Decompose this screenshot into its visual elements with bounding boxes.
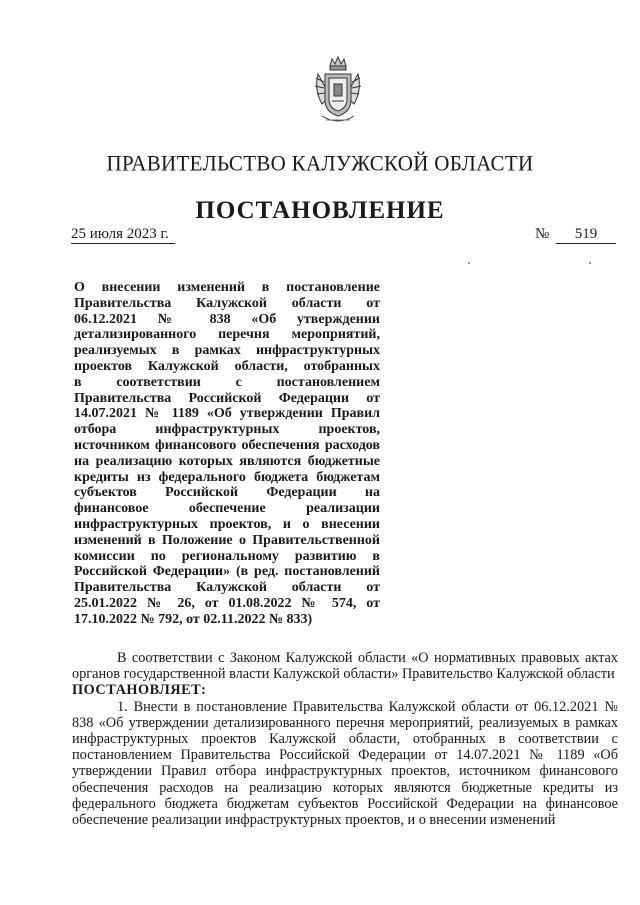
decree-date: 25 июля 2023 г. — [71, 226, 175, 244]
subject-line: реализуемых в рамках инфраструктурных — [74, 343, 380, 359]
subject-line: инфраструктурных проектов, и о внесении — [74, 516, 380, 532]
subject-line: 14.07.2021 № 1189 «Об утверждении Правил — [74, 406, 380, 422]
coat-of-arms-emblem — [312, 56, 364, 128]
subject-line: детализированного перечня мероприятий, — [74, 327, 380, 343]
scan-speck — [589, 262, 591, 264]
subject-line: изменений в Положение о Правительственной — [74, 532, 380, 548]
item-1-paragraph: 1. Внести в постановление Правительства Калужской области от 06.12.2021 № 838 «Об утверждении детализированного перечня мероприятий, реализуемых в рамках инфраструктурных проектов Калужской области, отобранных в соответствии с постановлением Правительства Российской Федерации от 14.07.2021 № 1189 «Об утверждении Правил отбора инфраструктурных проектов, источником финансового обеспечения расходов на реализацию которых являются бюджетные кредиты из федерального бюджета бюджетам субъектов Российской Федерации на финансовое обеспечение реализации инфраструктурных проектов, и о внесении изменений — [72, 698, 618, 829]
government-name: ПРАВИТЕЛЬСТВО КАЛУЖСКОЙ ОБЛАСТИ — [106, 150, 534, 176]
subject-line: 06.12.2021 № 838 «Об утверждении — [74, 311, 380, 327]
scan-speck — [468, 262, 470, 264]
number-label: № — [535, 226, 550, 242]
subject-line: на реализацию которых являются бюджетные — [74, 453, 380, 469]
decree-subject — [74, 280, 380, 628]
document-type-title: ПОСТАНОВЛЕНИЕ — [195, 197, 445, 224]
subject-line: субъектов Российской Федерации на — [74, 485, 380, 501]
resolves-heading: ПОСТАНОВЛЯЕТ: — [72, 682, 207, 699]
decree-number: 519 — [556, 226, 616, 244]
subject-line: 25.01.2022 № 26, от 01.08.2022 № 574, от — [74, 595, 380, 611]
subject-line: отбора инфраструктурных проектов, — [74, 422, 380, 438]
subject-line: кредиты из федерального бюджета бюджетам — [74, 469, 380, 485]
subject-line: комиссии по региональному развитию в — [74, 548, 380, 564]
subject-line: финансовое обеспечение реализации — [74, 501, 380, 517]
subject-line: Правительства Калужской области от — [74, 295, 380, 311]
subject-line: Правительства Российской Федерации от — [74, 390, 380, 406]
subject-line: источником финансового обеспечения расходов — [74, 437, 380, 453]
subject-line: Правительства Калужской области от — [74, 580, 380, 596]
subject-line: проектов Калужской области, отобранных — [74, 358, 380, 374]
decree-body — [72, 650, 618, 828]
preamble-paragraph: В соответствии с Законом Калужской области «О нормативных правовых актах органов государственной власти Калужской области» Правительство Калужской области — [72, 650, 618, 683]
subject-line: О внесении изменений в постановление — [74, 280, 380, 295]
subject-line: в соответствии с постановлением — [74, 374, 380, 390]
subject-line: Российской Федерации» (в ред. постановлений — [74, 564, 380, 580]
subject-line: 17.10.2022 № 792, от 02.11.2022 № 833) — [74, 611, 313, 627]
